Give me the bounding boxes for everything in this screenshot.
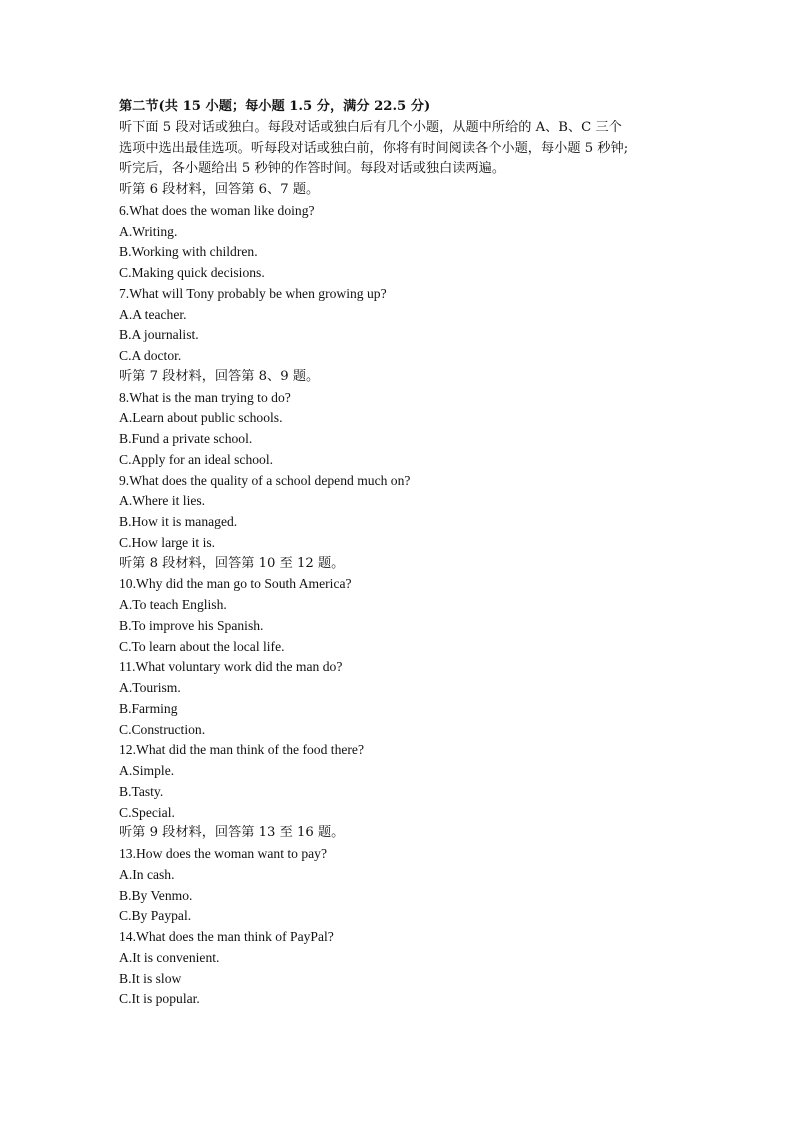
question-stem: 11.What voluntary work did the man do? <box>119 659 343 675</box>
question-stem: 13.How does the woman want to pay? <box>119 846 328 861</box>
answer-option: A.Writing. <box>119 223 178 239</box>
answer-option: C.Making quick decisions. <box>119 265 265 280</box>
answer-option: B.Tasty. <box>119 783 164 799</box>
question-stem: 6.What does the woman like doing? <box>119 202 315 218</box>
group-prompt: 听第 9 段材料，回答第 13 至 16 题。 <box>119 825 345 841</box>
answer-option: B.To improve his Spanish. <box>119 617 264 633</box>
section-heading: 第二节(共 15 小题；每小题 1.5 分，满分 22.5 分) <box>119 99 431 114</box>
answer-option: A.Tourism. <box>119 680 181 695</box>
group-prompt: 听第 6 段材料，回答第 6、7 题。 <box>119 182 320 197</box>
answer-option: C.Construction. <box>119 721 206 737</box>
instruction-line: 听下面 5 段对话或独白。每段对话或独白后有几个小题，从题中所给的 A、B、C 三个 <box>119 119 622 135</box>
answer-option: B.Fund a private school. <box>119 431 253 446</box>
instruction-line: 听完后，各小题给出 5 秒钟的作答时间。每段对话或独白读两遍。 <box>119 161 506 177</box>
answer-option: B.It is slow <box>119 970 182 986</box>
answer-option: A.In cash. <box>119 866 175 882</box>
answer-option: A.Learn about public schools. <box>119 410 283 426</box>
answer-option: A.It is convenient. <box>119 949 220 965</box>
answer-option: A.Where it lies. <box>119 493 206 509</box>
answer-option: B.A journalist. <box>119 327 199 343</box>
answer-option: A.Simple. <box>119 763 175 778</box>
question-stem: 10.Why did the man go to South America? <box>119 576 352 592</box>
answer-option: C.How large it is. <box>119 534 216 550</box>
answer-option: B.By Venmo. <box>119 887 193 903</box>
answer-option: C.By Paypal. <box>119 908 192 924</box>
question-stem: 9.What does the quality of a school depend much on? <box>119 472 411 488</box>
instruction-line: 选项中选出最佳选项。听每段对话或独白前，你将有时间阅读各个小题，每小题 5 秒钟; <box>119 140 629 156</box>
question-stem: 12.What did the man think of the food there? <box>119 742 364 758</box>
listening-section <box>119 97 679 1010</box>
answer-option: B.How it is managed. <box>119 514 238 529</box>
answer-option: A.To teach English. <box>119 597 227 612</box>
answer-option: B.Farming <box>119 700 178 716</box>
answer-option: A.A teacher. <box>119 306 187 322</box>
answer-option: B.Working with children. <box>119 244 258 260</box>
answer-option: C.It is popular. <box>119 991 200 1007</box>
answer-option: C.To learn about the local life. <box>119 638 285 654</box>
answer-option: C.A doctor. <box>119 348 182 363</box>
answer-option: C.Apply for an ideal school. <box>119 451 274 467</box>
question-stem: 8.What is the man trying to do? <box>119 389 291 405</box>
question-stem: 7.What will Tony probably be when growing up? <box>119 285 387 301</box>
group-prompt: 听第 8 段材料，回答第 10 至 12 题。 <box>119 555 345 571</box>
group-prompt: 听第 7 段材料，回答第 8、9 题。 <box>119 368 320 384</box>
question-stem: 14.What does the man think of PayPal? <box>119 929 334 944</box>
answer-option: C.Special. <box>119 804 175 820</box>
